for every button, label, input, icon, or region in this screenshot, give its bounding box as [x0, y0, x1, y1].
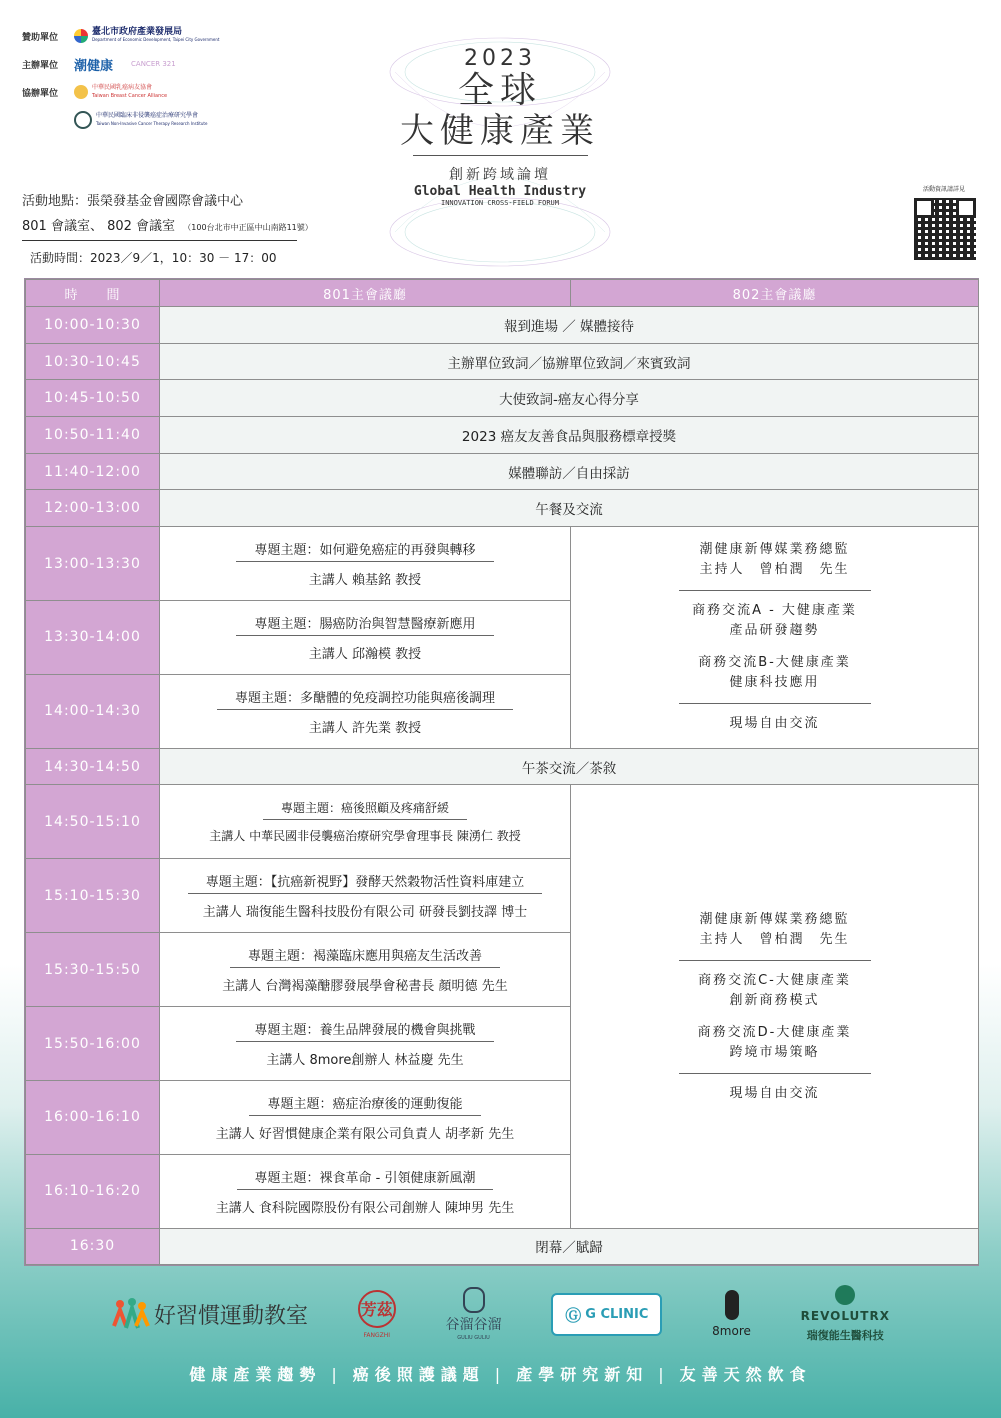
revolutrx-name-en: REVOLUTRX: [800, 1309, 890, 1323]
divider: [679, 1073, 871, 1074]
table-row: [26, 1228, 979, 1264]
venue-divider: [22, 240, 297, 241]
gclinic-g-icon: Ⓖ: [565, 1305, 582, 1325]
session-cell: [160, 859, 571, 933]
time-cell: 11:40-12:00: [26, 453, 160, 490]
table-row: [26, 417, 979, 454]
agenda-cell: 主辦單位致詞／協辦單位致詞／來賓致詞: [160, 343, 979, 380]
taipei-dept-logo-icon: [74, 29, 88, 43]
room-802-session: [571, 527, 979, 749]
table-row: [26, 380, 979, 417]
time-cell: 10:30-10:45: [26, 343, 160, 380]
organizer-row: [22, 78, 220, 106]
theme-tags: 健康產業趨勢 | 癌後照護議題 | 產學研究新知 | 友善天然飲食: [189, 1365, 812, 1384]
session-topic: 專題主題：【抗癌新視野】發酵天然穀物活性資料庫建立: [188, 871, 543, 894]
guliu-name-en: GULIU GULIU: [457, 1335, 490, 1341]
chao-health-logo: [74, 55, 176, 73]
title-divider: [413, 155, 588, 156]
agenda-cell: 媒體聯訪／自由採訪: [160, 453, 979, 490]
agenda-cell: 報到進場 ／ 媒體接待: [160, 307, 979, 344]
8more-logo: [712, 1290, 751, 1338]
session-speaker: 主講人 8more創辦人 林益慶 先生: [266, 1053, 464, 1069]
divider: [679, 590, 871, 591]
session-speaker: 主講人 瑞復能生醫科技股份有限公司 研發長劉技譯 博士: [202, 905, 528, 921]
time-cell: 12:00-13:00: [26, 490, 160, 527]
revolutrx-icon: [835, 1285, 855, 1305]
header-time: 時 間: [26, 280, 160, 307]
agenda-cell: 大使致詞-癌友心得分享: [160, 380, 979, 417]
time-cell: 16:30: [26, 1228, 160, 1264]
guliu-name: 谷溜谷溜: [445, 1317, 502, 1333]
title-line2: 大健康產業: [400, 111, 600, 151]
agenda-cell: 閉幕／賦歸: [160, 1228, 979, 1264]
tag: 癌後照護議題: [352, 1365, 485, 1384]
organizer-role: 協辦單位: [22, 88, 59, 99]
tag: 產學研究新知: [516, 1365, 649, 1384]
tag: 健康產業趨勢: [189, 1365, 322, 1384]
organizer-name: 臺北市政府產業發展局: [92, 27, 183, 37]
agenda-cell: 午餐及交流: [160, 490, 979, 527]
alliance-logo-icon: [74, 85, 88, 99]
header-room-802: 802主會議廳: [571, 280, 979, 307]
title-english: Global Health Industry: [413, 184, 587, 199]
society-logo-icon: [74, 111, 92, 129]
venue-rooms: [22, 215, 313, 234]
session-cell: [160, 527, 571, 601]
organizer-row: [22, 106, 220, 134]
exchange-d-title: 商務交流D-大健康產業: [697, 1024, 852, 1040]
exchange-d-topic: 跨境市場策略: [729, 1044, 820, 1060]
8more-name: 8more: [712, 1324, 751, 1338]
session-cell: [160, 785, 571, 859]
venue-label: 活動地點：張榮發基金會國際會議中心: [22, 194, 244, 209]
time-cell: 10:00-10:30: [26, 307, 160, 344]
exchange-b-title: 商務交流B-大健康產業: [698, 655, 851, 671]
table-row: [26, 343, 979, 380]
title-sub: 創新跨域論壇: [449, 167, 551, 183]
session-speaker: 主講人 好習慣健康企業有限公司負責人 胡孝新 先生: [215, 1126, 515, 1142]
session-topic: 專題主題：如何避免癌症的再發與轉移: [236, 539, 493, 562]
8more-icon: [725, 1290, 739, 1320]
qr-code-block[interactable]: [913, 184, 975, 261]
habit-logo: [110, 1296, 308, 1332]
taipei-dept-logo: [74, 27, 220, 45]
exchange-a-topic: 產品研發趨勢: [729, 623, 820, 639]
divider: [679, 960, 871, 961]
table-row: [26, 748, 979, 785]
title-year: 2023: [464, 46, 536, 71]
time-cell: 15:10-15:30: [26, 859, 160, 933]
exchange-c-topic: 創新商務模式: [729, 992, 820, 1008]
event-time: 活動時間：2023／9／1，10：30 － 17：00: [30, 251, 277, 265]
exchange-b-topic: 健康科技應用: [729, 675, 820, 691]
agenda-cell: 午茶交流／茶敘: [160, 748, 979, 785]
organizer-role: 贊助單位: [22, 32, 59, 43]
session-topic: 專題主題：裸食革命 - 引領健康新風潮: [237, 1167, 494, 1190]
venue-info: [22, 190, 313, 272]
venue-rooms-text: 801 會議室、 802 會議室: [22, 219, 176, 234]
title-line1: 全球: [457, 70, 542, 111]
habit-name: 好習慣運動教室: [154, 1303, 309, 1329]
guliu-icon: [463, 1287, 485, 1313]
breast-cancer-alliance-logo: [74, 83, 167, 101]
session-cell: [160, 674, 571, 748]
session-topic: 專題主題：腸癌防治與智慧醫療新應用: [236, 613, 493, 636]
host-title: 潮健康新傳媒業務總監: [699, 911, 850, 927]
session-speaker: 主講人 中華民國非侵襲癌治療研究學會理事長 陳湧仁 教授: [209, 829, 521, 844]
tag: 友善天然飲食: [679, 1365, 812, 1384]
organizer-list: [22, 22, 220, 134]
habit-figures-icon: [110, 1296, 150, 1332]
host-name: 主持人 曾柏潤 先生: [699, 931, 850, 947]
session-cell: [160, 1080, 571, 1154]
time-cell: 10:50-11:40: [26, 417, 160, 454]
organizer-name-en: Taiwan Non-Invasive Cancer Therapy Research Institute: [96, 121, 208, 126]
table-row: [26, 307, 979, 344]
free-exchange: 現場自由交流: [729, 716, 820, 732]
sponsor-logos: [110, 1284, 890, 1344]
exchange-c-title: 商務交流C-大健康產業: [698, 972, 851, 988]
organizer-name-en: Department of Economic Development, Taipei City Government: [92, 37, 220, 42]
organizer-name: 中華民國乳癌病友協會: [92, 84, 153, 91]
time-cell: 14:00-14:30: [26, 674, 160, 748]
qr-label: 活動資訊請詳見: [922, 186, 965, 193]
session-topic: 專題主題：癌症治療後的運動復能: [249, 1093, 480, 1116]
fangzi-name: 芳茲: [358, 1290, 396, 1328]
time-cell: 16:00-16:10: [26, 1080, 160, 1154]
qr-code-icon[interactable]: [913, 197, 977, 261]
divider: [679, 703, 871, 704]
noninvasive-society-logo: [74, 111, 207, 129]
gclinic-name: G CLINIC: [585, 1306, 649, 1322]
session-topic: 專題主題：褐藻臨床應用與癌友生活改善: [230, 945, 500, 968]
organizer-row: [22, 22, 220, 50]
time-cell: 10:45-10:50: [26, 380, 160, 417]
session-cell: [160, 1154, 571, 1228]
session-speaker: 主講人 許先業 教授: [308, 720, 422, 736]
time-cell: 15:50-16:00: [26, 1007, 160, 1081]
revolutrx-logo: [801, 1285, 890, 1343]
session-cell: [160, 933, 571, 1007]
host-name: 主持人 曾柏潤 先生: [699, 562, 850, 578]
session-speaker: 主講人 食科院國際股份有限公司創辦人 陳坤男 先生: [215, 1200, 515, 1216]
session-speaker: 主講人 賴基銘 教授: [308, 573, 422, 589]
table-row: [26, 527, 979, 601]
revolutrx-name: 瑞復能生醫科技: [806, 1329, 884, 1342]
session-topic: 專題主題：養生品牌發展的機會與挑戰: [236, 1019, 493, 1042]
session-speaker: 主講人 邱瀚模 教授: [308, 646, 422, 662]
session-cell: [160, 1007, 571, 1081]
cancer321-logo: CANCER 321: [131, 60, 176, 68]
time-cell: 15:30-15:50: [26, 933, 160, 1007]
host-title: 潮健康新傳媒業務總監: [699, 542, 850, 558]
organizer-name: 中華民國臨床非侵襲癌症治療研究學會: [96, 112, 199, 119]
schedule-table: [24, 278, 979, 1266]
fangzi-logo: [358, 1290, 396, 1339]
free-exchange: 現場自由交流: [729, 1085, 820, 1101]
gclinic-logo: [551, 1293, 662, 1336]
exchange-a-title: 商務交流A - 大健康產業: [692, 603, 857, 619]
time-cell: 13:00-13:30: [26, 527, 160, 601]
table-row: [26, 785, 979, 859]
organizer-role: 主辦單位: [22, 60, 59, 71]
guliu-logo: [446, 1287, 502, 1341]
time-cell: 16:10-16:20: [26, 1154, 160, 1228]
session-topic: 專題主題：癌後照顧及疼痛舒緩: [263, 799, 467, 820]
forum-title: [380, 40, 620, 207]
organizer-name: 潮健康: [74, 58, 114, 74]
organizer-name-en: Taiwan Breast Cancer Alliance: [92, 93, 168, 99]
session-topic: 專題主題：多醣體的免疫調控功能與癌後調理: [217, 687, 513, 710]
table-row: [26, 490, 979, 527]
fangzi-name-en: FANGZHI: [363, 1331, 391, 1339]
time-cell: 14:50-15:10: [26, 785, 160, 859]
time-cell: 14:30-14:50: [26, 748, 160, 785]
table-row: [26, 453, 979, 490]
room-802-session: [571, 785, 979, 1228]
organizer-row: [22, 50, 220, 78]
header-room-801: 801主會議廳: [160, 280, 571, 307]
title-english-sub: INNOVATION CROSS-FIELD FORUM: [440, 199, 559, 207]
venue-address: （100台北市中正區中山南路11號）: [183, 223, 313, 232]
session-speaker: 主講人 台灣褐藻醣膠發展學會秘書長 顏明德 先生: [222, 979, 508, 995]
agenda-cell: 2023 癌友友善食品與服務標章授獎: [160, 417, 979, 454]
session-cell: [160, 601, 571, 675]
time-cell: 13:30-14:00: [26, 601, 160, 675]
